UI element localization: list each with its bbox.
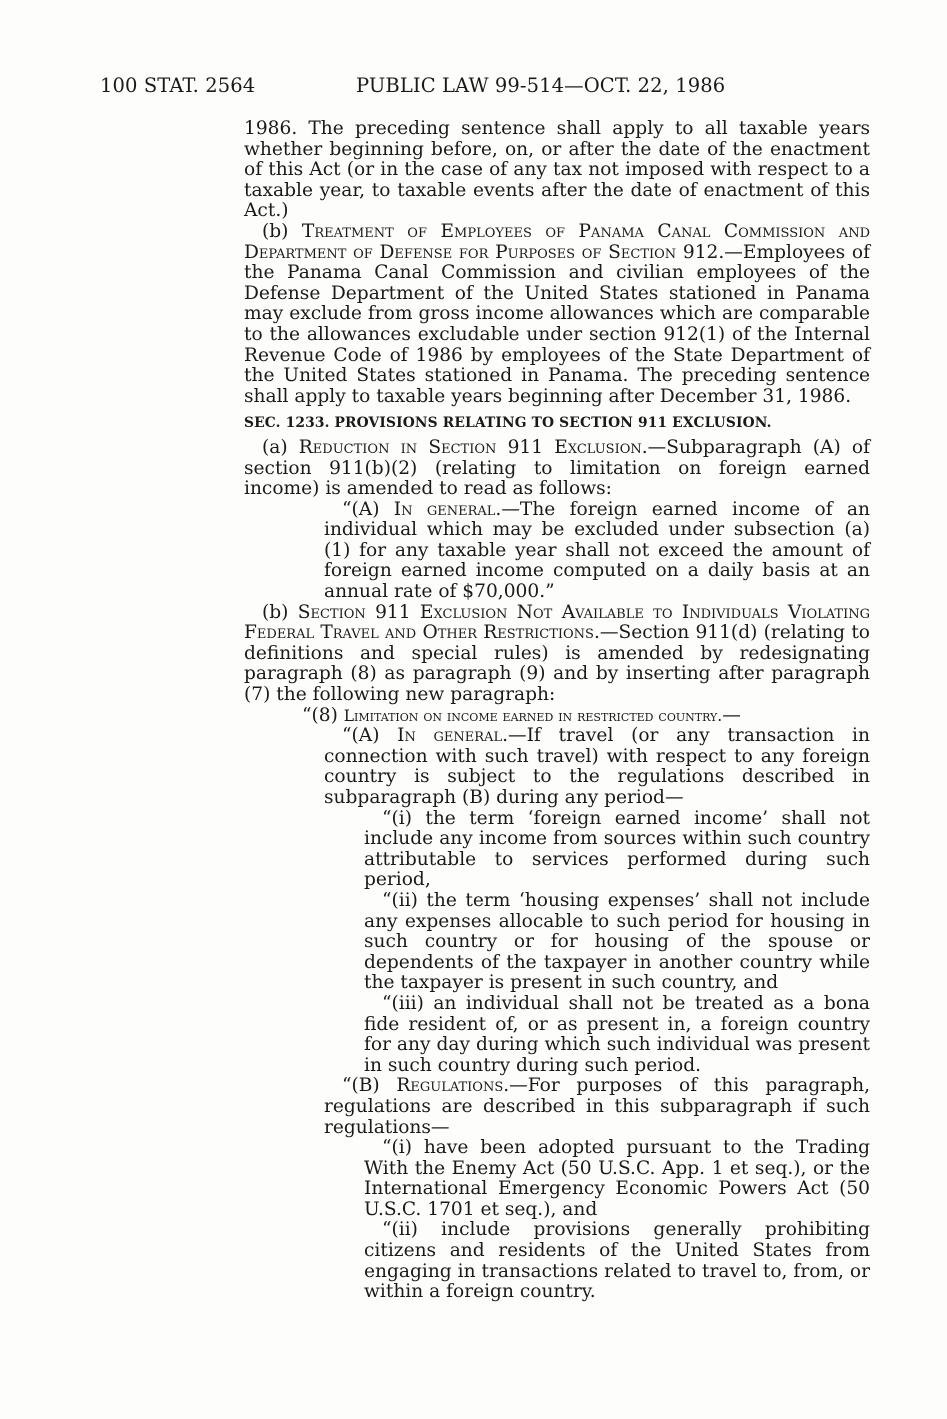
quoted-paragraph-8 [284,706,870,727]
clause-ii-housing-expenses: “(ii) the term ‘housing expenses’ shall not include any expenses allocable to such period for housing in such country or for housing of the spouse or dependents of the taxpayer in another country while the taxpayer is present in such country, and [364,889,870,994]
subsection-heading: Section 911 Exclusion Not Available to Individuals Violating Federal Travel and Other Restrictions. [244,601,870,644]
subsection-text: —Subparagraph (A) of section 911(b)(2) (relating to limitation on foreign earned income) is amended to read as follows: [244,436,871,500]
stat-page-number: 100 STAT. 2564 [100,74,256,97]
clause-ii-prohibiting-provisions: “(ii) include provisions generally prohibiting citizens and residents of the United States from engaging in transactions related to travel to, from, or within a foreign country. [364,1219,870,1303]
subparagraph-marker: “(A) [342,498,394,520]
paragraph-subsection-a-reduction [244,438,870,500]
clause-iii-bona-fide-resident: “(iii) an individual shall not be treated as a bona fide resident of, or as present in, a foreign country for any day during which such individual was present in such country during such period. [364,992,870,1076]
clause-i-foreign-earned-income: “(i) the term ‘foreign earned income’ shall not include any income from sources within such country attributable to services performed during such period, [364,807,870,891]
quoted-subparagraph-a [324,500,870,603]
paragraph-continued: 1986. The preceding sentence shall apply to all taxable years whether beginning before, on, or after the date of the enactment of this Act (or in the case of any tax not imposed with respect to a taxable year, to taxable events after the date of enactment of this Act.) [244,118,870,222]
body-text [244,119,870,1303]
subparagraph-heading: In general. [393,498,502,520]
subsection-marker: (b) [262,601,298,623]
subparagraph-text: —The foreign earned income of an individual which may be excluded under subsection (a)(1) for any taxable year shall not exceed the amount of foreign earned income computed on a daily basis at an annual rate of $70,000.” [324,498,870,603]
law-title: PUBLIC LAW 99-514—OCT. 22, 1986 [356,74,726,97]
subparagraph-heading: In general. [397,725,508,747]
subsection-marker: (a) [262,436,299,458]
paragraph-subsection-b-panama [244,222,870,407]
running-head [100,74,840,98]
paragraph-marker: “(8) [302,704,344,726]
paragraph-text: — [722,704,741,726]
subparagraph-heading: Regulations. [396,1075,510,1097]
subparagraph-text: —If travel (or any transaction in connection with such travel) with respect to any foreign country is subject to the regulations described in subparagraph (B) during any period— [324,725,870,808]
subsection-text: —Section 911(d) (relating to definitions and special rules) is amended by redesignating paragraph (8) as paragraph (9) and by inserting after paragraph (7) the following new paragraph: [244,622,870,706]
section-heading: SEC. 1233. PROVISIONS RELATING TO SECTION 911 EXCLUSION. [244,415,772,432]
subparagraph-text: —For purposes of this paragraph, regulations are described in this subparagraph if such regulations— [324,1075,870,1138]
clause-i-trading-with-enemy: “(i) have been adopted pursuant to the Trading With the Enemy Act (50 U.S.C. App. 1 et seq.), or the International Emergency Economic Powers Act (50 U.S.C. 1701 et seq.), and [364,1137,870,1220]
subparagraph-marker: “(B) [342,1075,397,1097]
quoted-subparagraph-8-a [324,726,870,808]
subsection-marker: (b) [262,220,302,242]
paragraph-heading: Limitation on income earned in restricted country. [343,706,723,725]
subsection-heading: Treatment of Employees of Panama Canal Commission and Department of Defense for Purposes of Section 912. [244,220,870,263]
subparagraph-marker: “(A) [342,725,398,747]
quoted-subparagraph-8-b [324,1076,870,1138]
subsection-heading: Reduction in Section 911 Exclusion. [298,436,648,458]
subsection-text: —Employees of the Panama Canal Commission and civilian employees of the Defense Department of the United States stationed in Panama may exclude from gross income allowances which are comparable to the allowances excludable under section 912(1) of the Internal Revenue Code of 1986 by employees of the State Department of the United States stationed in Panama. The preceding sentence shall apply to taxable years beginning after December 31, 1986. [244,241,870,407]
paragraph-subsection-b-travel [244,603,870,706]
